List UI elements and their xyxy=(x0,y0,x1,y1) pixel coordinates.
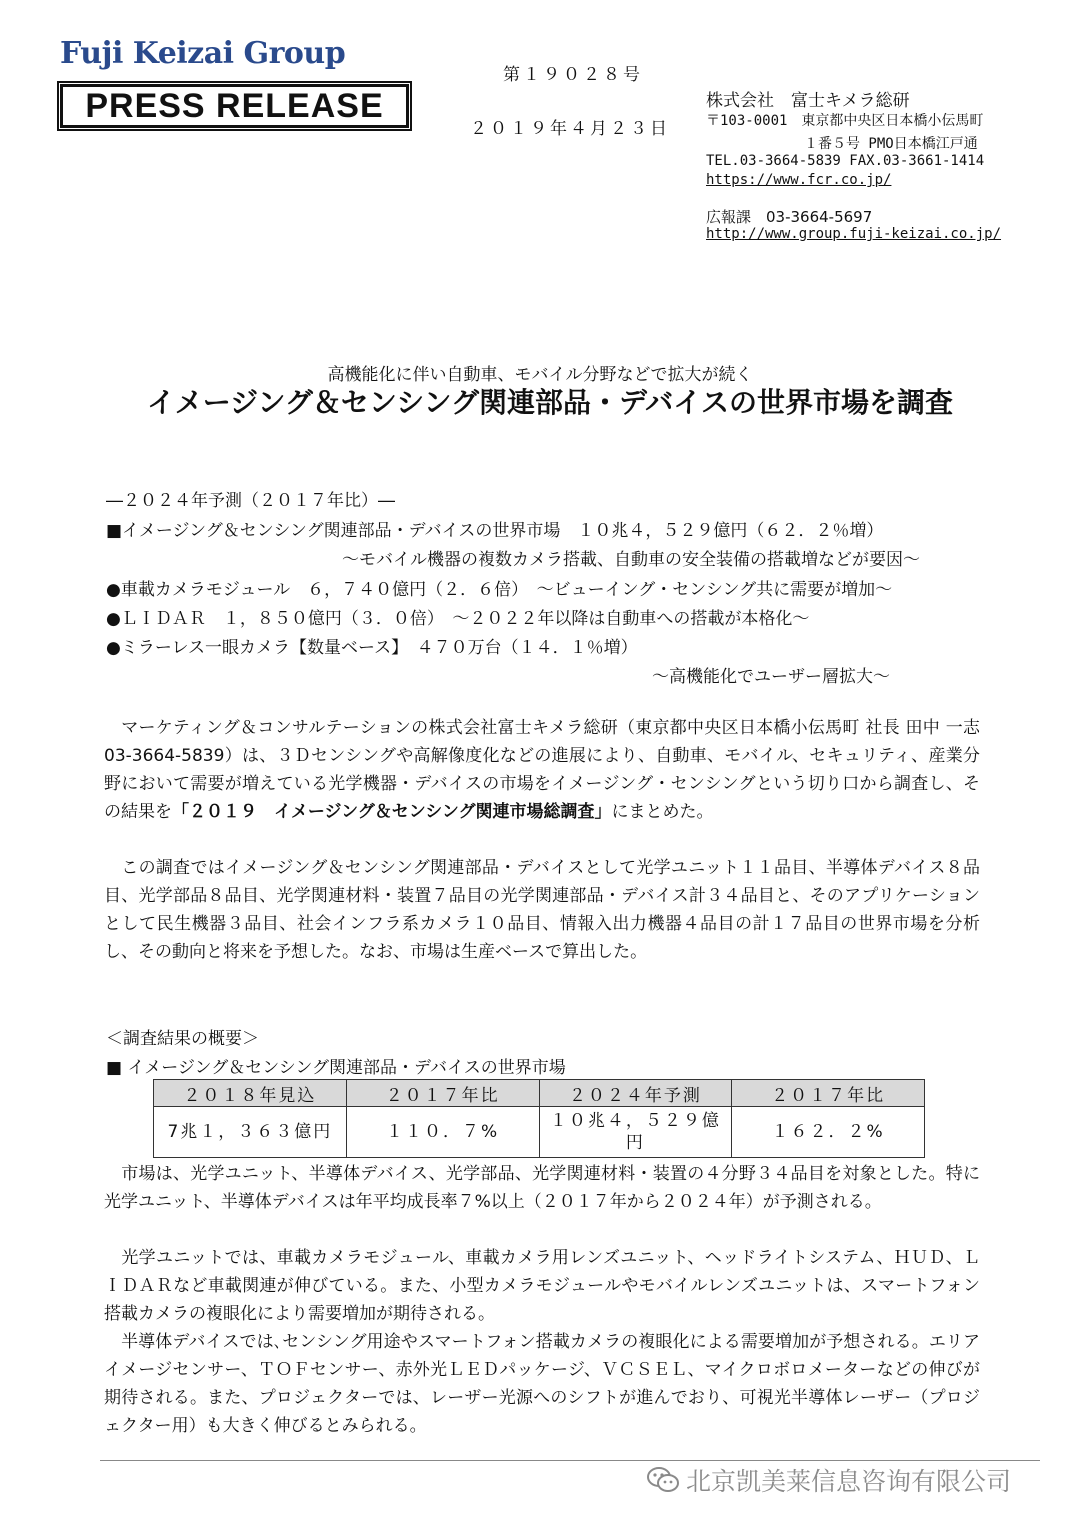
table-row xyxy=(154,1107,925,1158)
highlight-camera-module: ●車載カメラモジュール ６，７４０億円（２．６倍） ～ビューイング・センシング共に需要が増加～ xyxy=(106,580,893,600)
report-title: 「２０１９ イメージング＆センシング関連市場総調査」 xyxy=(172,802,612,822)
headline-title: イメージング＆センシング関連部品・デバイスの世界市場を調査 xyxy=(147,386,953,419)
market-text: 市場は、光学ユニット、半導体デバイス、光学部品、光学関連材料・装置の４分野３４品目を対象とした。特に光学ユニット、半導体デバイスは年平均成長率７%以上（２０１７年から２０２４年）が予測される。 xyxy=(104,1164,981,1212)
pr-department: 広報課 03-3664-5697 xyxy=(706,208,873,226)
highlight-mirrorless: ●ミラーレス一眼カメラ【数量ベース】 ４７０万台（１４．１％増） xyxy=(106,638,638,658)
company-name: 株式会社 富士キメラ総研 xyxy=(706,91,910,111)
headline-subtitle: 高機能化に伴い自動車、モバイル分野などで拡大が続く xyxy=(327,365,753,385)
watermark-text: 北京凯美莱信息咨询有限公司 xyxy=(686,1467,1012,1496)
wechat-icon xyxy=(646,1466,680,1494)
table-header-cell: ２０１７年比 xyxy=(732,1080,925,1107)
release-date: ２０１９年４月２３日 xyxy=(470,119,670,139)
company-address-line1: 〒103-0001 東京都中央区日本橋小伝馬町 xyxy=(706,113,984,129)
market-table xyxy=(153,1079,925,1158)
intro-text-end: にまとめた。 xyxy=(611,802,714,822)
body-paragraph-semiconductor xyxy=(104,1328,980,1440)
table-cell: １１０．７% xyxy=(346,1107,539,1158)
optical-unit-text: 光学ユニットでは、車載カメラモジュール、車載カメラ用レンズユニット、ヘッドライトシステム、ＨＵＤ、ＬＩＤＡＲなど車載関連が伸びている。また、小型カメラモジュールやモバイルレンズユニットは、スマートフォン搭載カメラの複眼化により需要増加が期待される。 xyxy=(104,1248,981,1324)
table-cell: １０兆４，５２９億円 xyxy=(539,1107,732,1158)
press-release-badge: PRESS RELEASE xyxy=(60,84,409,128)
company-tel-fax: TEL.03-3664-5839 FAX.03-3661-1414 xyxy=(706,153,985,169)
pr-url-link[interactable]: http://www.group.fuji-keizai.co.jp/ xyxy=(706,226,1002,242)
highlight-lidar: ●ＬＩＤＡＲ １，８５０億円（３．０倍） ～２０２２年以降は自動車への搭載が本格化～ xyxy=(106,609,810,629)
table-header-cell: ２０１７年比 xyxy=(346,1080,539,1107)
body-paragraph-intro xyxy=(104,714,980,826)
issue-number: 第１９０２８号 xyxy=(503,65,643,85)
table-header-cell: ２０２４年予測 xyxy=(539,1080,732,1107)
company-url-link[interactable]: https://www.fcr.co.jp/ xyxy=(706,172,892,188)
highlight-forecast-heading: ―２０２４年予測（２０１７年比）― xyxy=(106,491,395,511)
table-header-row xyxy=(154,1080,925,1107)
highlight-mirrorless-note: ～高機能化でユーザー層拡大～ xyxy=(652,667,890,687)
highlight-world-market: ■イメージング＆センシング関連部品・デバイスの世界市場 １０兆４，５２９億円（６２．２％増） xyxy=(106,521,884,541)
table-heading: ■ イメージング＆センシング関連部品・デバイスの世界市場 xyxy=(106,1058,566,1078)
semiconductor-text: 半導体デバイスでは､センシング用途やスマートフォン搭載カメラの複眼化による需要増加が予想される。エリアイメージセンサー、ＴＯＦセンサー、赤外光ＬＥＤパッケージ、ＶＣＳＥＬ、マイクロボロメーターなどの伸びが期待される。また、プロジェクターでは、レーザー光源へのシフトが進んでおり、可視光半導体レーザー（プロジェクター用）も大きく伸びるとみられる。 xyxy=(104,1332,980,1436)
brand-logo: Fuji Keizai Group xyxy=(60,36,346,71)
scope-text: この調査ではイメージング＆センシング関連部品・デバイスとして光学ユニット１１品目、半導体デバイス８品目、光学部品８品目、光学関連材料・装置７品目の光学関連部品・デバイス計３４品目と、そのアプリケーションとして民生機器３品目、社会インフラ系カメラ１０品目、情報入出力機器４品目の計１７品目の世界市場を分析し、その動向と将来を予想した。なお、市場は生産ベースで算出した。 xyxy=(104,858,980,962)
body-paragraph-optical-unit xyxy=(104,1244,980,1328)
body-paragraph-market xyxy=(104,1160,980,1216)
table-header-cell: ２０１８年見込 xyxy=(154,1080,347,1107)
footer-divider xyxy=(100,1460,1040,1461)
summary-heading: ＜調査結果の概要＞ xyxy=(106,1029,259,1049)
watermark xyxy=(646,1462,1011,1498)
intro-text: マーケティング＆コンサルテーションの株式会社富士キメラ総研（東京都中央区日本橋小伝馬町 社長 田中 一志 03-3664-5839）は、３Ｄセンシングや高解像度化などの進展により、自動車、モバイル、セキュリティ、産業分野において需要が増えている光学機器・デバイスの市場をイメージング・センシングという切り口から調査し、その結果を xyxy=(104,718,980,822)
body-paragraph-scope xyxy=(104,854,980,966)
table-cell: 7兆１，３６３億円 xyxy=(154,1107,347,1158)
table-cell: １６２．２% xyxy=(732,1107,925,1158)
highlight-world-market-note: ～モバイル機器の複数カメラ搭載、自動車の安全装備の搭載増などが要因～ xyxy=(342,550,920,570)
company-address-line2: １番５号 PMO日本橋江戸通 xyxy=(804,136,978,152)
